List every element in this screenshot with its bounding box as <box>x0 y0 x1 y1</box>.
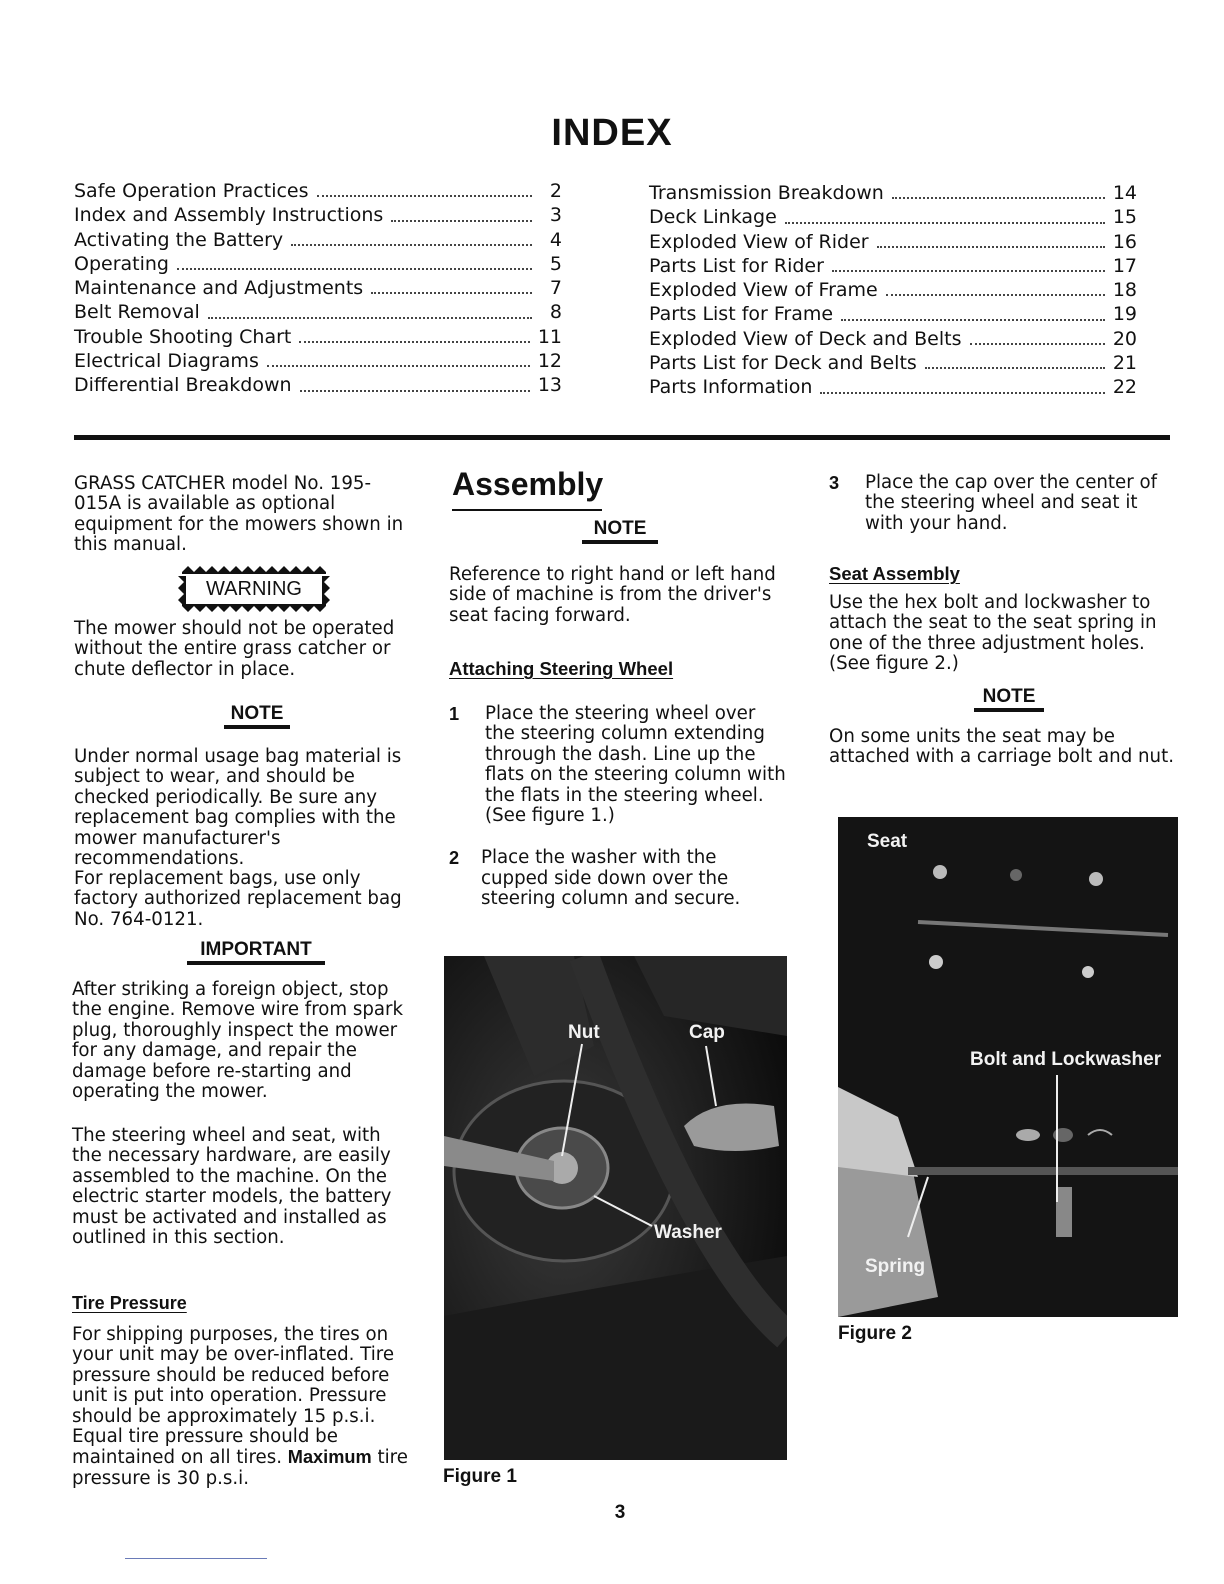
figure-2-caption: Figure 2 <box>838 1323 912 1344</box>
tire-pressure-text: For shipping purposes, the tires on your unit may be over-inflated. Tire pressure should be reduced before unit is put into operation. Pressure should be approximately 15 p.s.i. Equal tire pressure should be maintained on all tires. Maximum tire pressure is 30 p.s.i. <box>72 1324 408 1489</box>
steering-assembly-image <box>444 956 787 1460</box>
note-heading-1: NOTE <box>206 703 308 729</box>
index-entry[interactable]: Exploded View of Deck and Belts 20 <box>649 327 1137 350</box>
index-entry[interactable]: Parts List for Frame 19 <box>649 303 1137 326</box>
index-entry[interactable]: Parts List for Deck and Belts 21 <box>649 352 1137 375</box>
index-entry[interactable]: Exploded View of Frame 18 <box>649 279 1137 302</box>
index-entry[interactable]: Index and Assembly Instructions 3 <box>74 204 562 227</box>
steering-steps <box>449 704 789 910</box>
index-entry[interactable]: Activating the Battery 4 <box>74 228 562 251</box>
important-text: After striking a foreign object, stop the engine. Remove wire from spark plug, thoroughly inspect the mower for any damage, and repair the damage before re-starting and operating the mower. <box>72 979 404 1103</box>
figure-1-caption: Figure 1 <box>443 1466 517 1487</box>
important-heading: IMPORTANT <box>183 939 329 965</box>
seat-assembly-heading: Seat Assembly <box>829 563 960 584</box>
replacement-bag-text: For replacement bags, use only factory authorized replacement bag No. 764-0121. <box>74 868 402 930</box>
index-entry[interactable]: Transmission Breakdown 14 <box>649 182 1137 204</box>
warning-label: WARNING <box>206 578 302 600</box>
index-entry[interactable]: Operating 5 <box>74 252 562 275</box>
index-entry[interactable]: Trouble Shooting Chart 11 <box>74 325 562 348</box>
index-left-column <box>74 179 562 398</box>
step-2: 2 Place the washer with the cupped side down over the steering column and secure. <box>449 847 741 910</box>
spring-label: Spring <box>865 1256 926 1277</box>
side-reference-text: Reference to right hand or left hand side of machine is from the driver's seat facing forward. <box>449 564 776 626</box>
index-entry[interactable]: Differential Breakdown 13 <box>74 374 562 397</box>
index-entry[interactable]: Parts Information 22 <box>649 376 1137 399</box>
warning-text: The mower should not be operated without the entire grass catcher or chute deflector in place. <box>74 618 395 680</box>
cap-label: Cap <box>689 1022 725 1043</box>
index-entry[interactable]: Deck Linkage 15 <box>649 206 1137 229</box>
page-number: 3 <box>614 1502 626 1523</box>
seat-assembly-text: Use the hex bolt and lockwasher to attach the seat to the seat spring in one of the three adjustment holes. (See figure 2.) <box>829 592 1157 675</box>
footer-line <box>125 1558 267 1559</box>
grass-catcher-paragraph: GRASS CATCHER model No. 195-015A is available as optional equipment for the mowers shown in this manual. <box>74 473 404 556</box>
steering-heading: Attaching Steering Wheel <box>449 658 674 679</box>
figure-1-photo <box>444 956 787 1460</box>
carriage-bolt-note: On some units the seat may be attached with a carriage bolt and nut. <box>829 726 1174 768</box>
assembly-underline <box>452 509 602 511</box>
step-1: 1 Place the steering wheel over the steering column extending through the dash. Line up the flats on the steering column with the flats in the steering wheel. (See figure 1.) <box>449 703 786 827</box>
index-entry[interactable]: Belt Removal 8 <box>74 301 562 324</box>
figure-2-photo <box>838 817 1178 1317</box>
steering-seat-text: The steering wheel and seat, with the necessary hardware, are easily assembled to the machine. On the electric starter models, the battery must be activated and installed as outlined in this section. <box>72 1125 392 1249</box>
index-entry[interactable]: Parts List for Rider 17 <box>649 254 1137 277</box>
warning-badge <box>178 566 330 614</box>
nut-label: Nut <box>568 1022 600 1043</box>
seat-label: Seat <box>867 831 908 852</box>
index-entry[interactable]: Maintenance and Adjustments 7 <box>74 277 562 300</box>
bag-note-text: Under normal usage bag material is subject to wear, and should be checked periodically. Be sure any replacement bag complies with the mower manufacturer's recommendations. <box>74 746 402 870</box>
index-entry[interactable]: Electrical Diagrams 12 <box>74 350 562 373</box>
index-right-column <box>649 181 1137 400</box>
section-divider <box>74 435 1170 440</box>
step-3: 3 Place the cap over the center of the steering wheel and seat it with your hand. <box>829 472 1158 534</box>
index-entry[interactable]: Safe Operation Practices 2 <box>74 180 562 202</box>
note-heading-3: NOTE <box>969 686 1049 712</box>
washer-label: Washer <box>654 1222 722 1243</box>
note-heading-2: NOTE <box>580 518 660 544</box>
index-entry[interactable]: Exploded View of Rider 16 <box>649 230 1137 253</box>
bolt-lockwasher-label: Bolt and Lockwasher <box>970 1049 1162 1070</box>
tire-pressure-heading: Tire Pressure <box>72 1293 187 1313</box>
assembly-heading: Assembly <box>452 466 604 502</box>
page-title: INDEX <box>551 112 673 154</box>
